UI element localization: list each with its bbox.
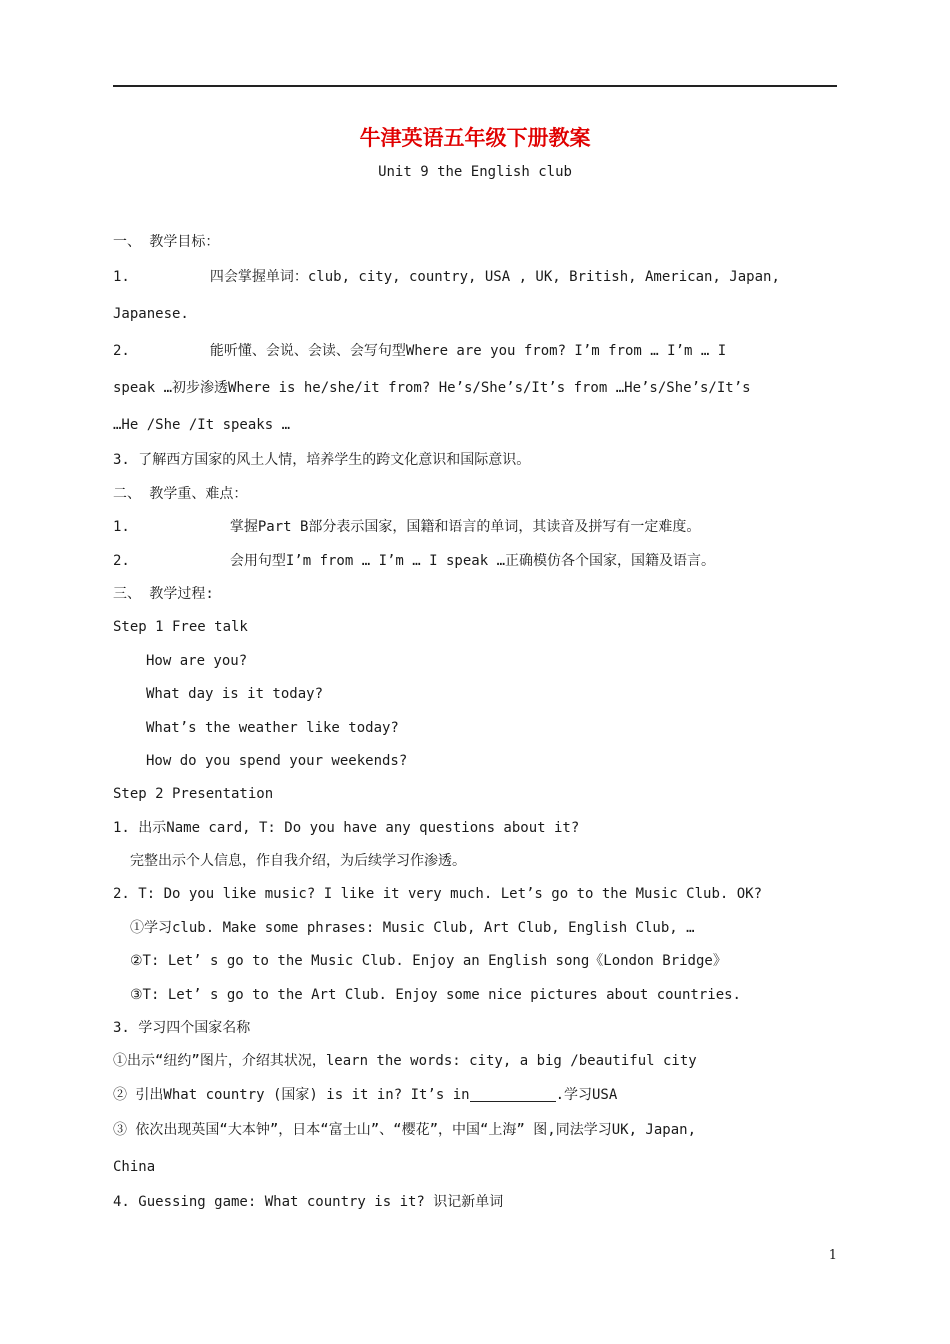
procedure-subitem bbox=[113, 1079, 837, 1112]
item-number: 1. bbox=[113, 269, 130, 286]
keypoint-item bbox=[113, 545, 837, 578]
item-text: 掌握Part B部分表示国家，国籍和语言的单词，其读音及拼写有一定难度。 bbox=[229, 519, 701, 536]
procedure-subitem: ②T: Let’ s go to the Music Club. Enjoy an English song《London Bridge》 bbox=[130, 953, 727, 970]
item-text: 会用句型I’m from … I’m … I speak …正确模仿各个国家，国籍及语言。 bbox=[229, 552, 716, 569]
keypoint-item bbox=[113, 511, 837, 544]
objective-item bbox=[113, 259, 837, 296]
question-line: What’s the weather like today? bbox=[146, 719, 399, 736]
page-number: 1 bbox=[828, 1248, 837, 1263]
procedure-subitem: ③ 依次出现英国“大本钟”，日本“富士山”、“樱花”，中国“上海” 图,同法学习UK, Japan, bbox=[113, 1122, 697, 1139]
header-rule bbox=[113, 85, 837, 87]
step-heading: Step 1 Free talk bbox=[113, 619, 248, 636]
procedure-subitem: ③T: Let’ s go to the Art Club. Enjoy some nice pictures about countries. bbox=[130, 986, 741, 1003]
item-number: 2. bbox=[113, 552, 130, 569]
item-number: 1. bbox=[113, 519, 130, 536]
section-heading: 二、 教学重、难点： bbox=[113, 485, 248, 502]
procedure-item: 4. Guessing game: What country is it? 识记新单词 bbox=[113, 1194, 504, 1211]
section-heading: 三、 教学过程: bbox=[113, 585, 214, 602]
procedure-subitem: ①出示“纽约”图片，介绍其状况，learn the words: city, a big /beautiful city bbox=[113, 1053, 697, 1070]
procedure-item: 2. T: Do you like music? I like it very much. Let’s go to the Music Club. OK? bbox=[113, 886, 763, 903]
section-heading: 一、 教学目标： bbox=[113, 234, 220, 250]
procedure-item: 3. 学习四个国家名称 bbox=[113, 1020, 251, 1037]
document-title: 牛津英语五年级下册教案 bbox=[359, 126, 591, 150]
procedure-item: 1. 出示Name card, T: Do you have any questions about it? bbox=[113, 819, 580, 836]
fill-sentence-end: .学习USA bbox=[555, 1086, 618, 1103]
step-heading: Step 2 Presentation bbox=[113, 786, 274, 803]
question-line: What day is it today? bbox=[146, 686, 324, 703]
objective-item: 3. 了解西方国家的风土人情，培养学生的跨文化意识和国际意识。 bbox=[113, 452, 531, 469]
procedure-subitem: 完整出示个人信息，作自我介绍，为后续学习作渗透。 bbox=[130, 853, 466, 870]
item-text: 四会掌握单词：club, city, country, USA , UK, British, American, Japan, bbox=[209, 269, 780, 286]
objective-continuation: Japanese. bbox=[113, 306, 189, 323]
question-line: How are you? bbox=[146, 652, 248, 669]
document-subtitle: Unit 9 the English club bbox=[378, 164, 572, 180]
item-number: 2. bbox=[113, 343, 130, 360]
item-text: 能听懂、会说、会读、会写句型Where are you from? I’m from … I’m … I bbox=[209, 343, 727, 360]
document-body bbox=[113, 226, 837, 1220]
fill-sentence-start: ② 引出What country (国家) is it in? It’s in bbox=[113, 1086, 470, 1103]
objective-item bbox=[113, 333, 837, 370]
procedure-subitem: ①学习club. Make some phrases: Music Club, Art Club, English Club, … bbox=[130, 919, 695, 936]
objective-continuation: …He /She /It speaks … bbox=[113, 417, 291, 434]
objective-continuation: speak …初步渗透Where is he/she/it from? He’s/She’s/It’s from …He’s/She’s/It’s bbox=[113, 380, 751, 397]
procedure-continuation: China bbox=[113, 1159, 156, 1176]
fill-in-blank bbox=[470, 1087, 556, 1102]
question-line: How do you spend your weekends? bbox=[146, 752, 408, 769]
